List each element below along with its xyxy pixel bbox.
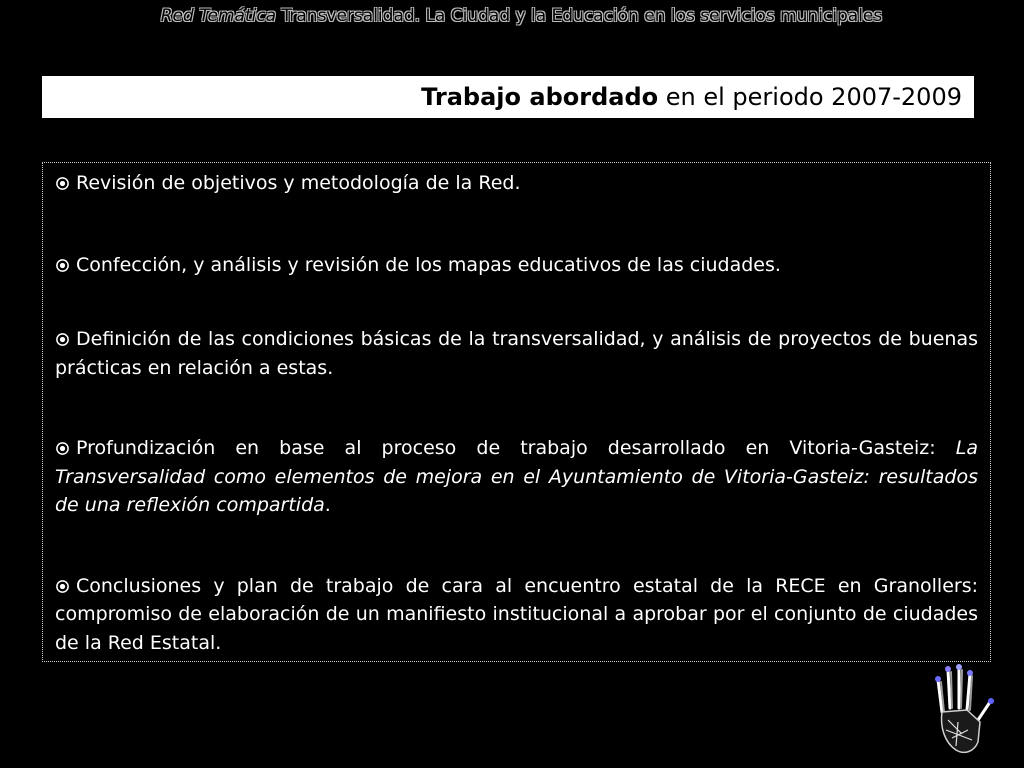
item-text: Confección, y análisis y revisión de los mapas educativos de las ciudades. [76, 253, 781, 276]
item-text: Conclusiones y plan de trabajo de cara al encuentro estatal de la RECE en Granollers: compromiso de elaboración de un manifiesto institucional a aprobar por el conjunto de ciudades de la Red Estatal. [55, 574, 978, 654]
network-header [0, 6, 1024, 26]
item-text: Profundización en base al proceso de trabajo desarrollado en Vitoria-Gasteiz: [76, 437, 956, 459]
list-item [55, 434, 978, 520]
radio-bullet-icon [55, 176, 70, 191]
header-italic: Red Temática [160, 6, 277, 26]
radio-bullet-icon [55, 441, 70, 456]
title-bold: Trabajo abordado [421, 83, 659, 111]
item-text: Definición de las condiciones básicas de la transversalidad, y análisis de proyectos de buenas prácticas en relación a estas. [55, 328, 978, 379]
title-bar [42, 76, 974, 118]
list-item [55, 572, 978, 658]
header-rest: Transversalidad. La Ciudad y la Educación en los servicios municipales [276, 6, 883, 26]
list-item [55, 251, 978, 280]
radio-bullet-icon [55, 258, 70, 273]
content-box [42, 162, 991, 662]
radio-bullet-icon [55, 579, 70, 594]
hand-logo-icon [928, 660, 1002, 760]
radio-bullet-icon [55, 332, 70, 347]
title-rest: en el periodo 2007-2009 [658, 83, 962, 111]
item-trailing-text: . [324, 494, 331, 516]
list-item [55, 325, 978, 382]
item-text: Revisión de objetivos y metodología de la Red. [76, 172, 521, 194]
item-italic-text: La Transversalidad como elementos de mejora en el Ayuntamiento de Vitoria-Gasteiz: resultados de una reflexión compartida [55, 437, 978, 516]
list-item [55, 169, 978, 198]
